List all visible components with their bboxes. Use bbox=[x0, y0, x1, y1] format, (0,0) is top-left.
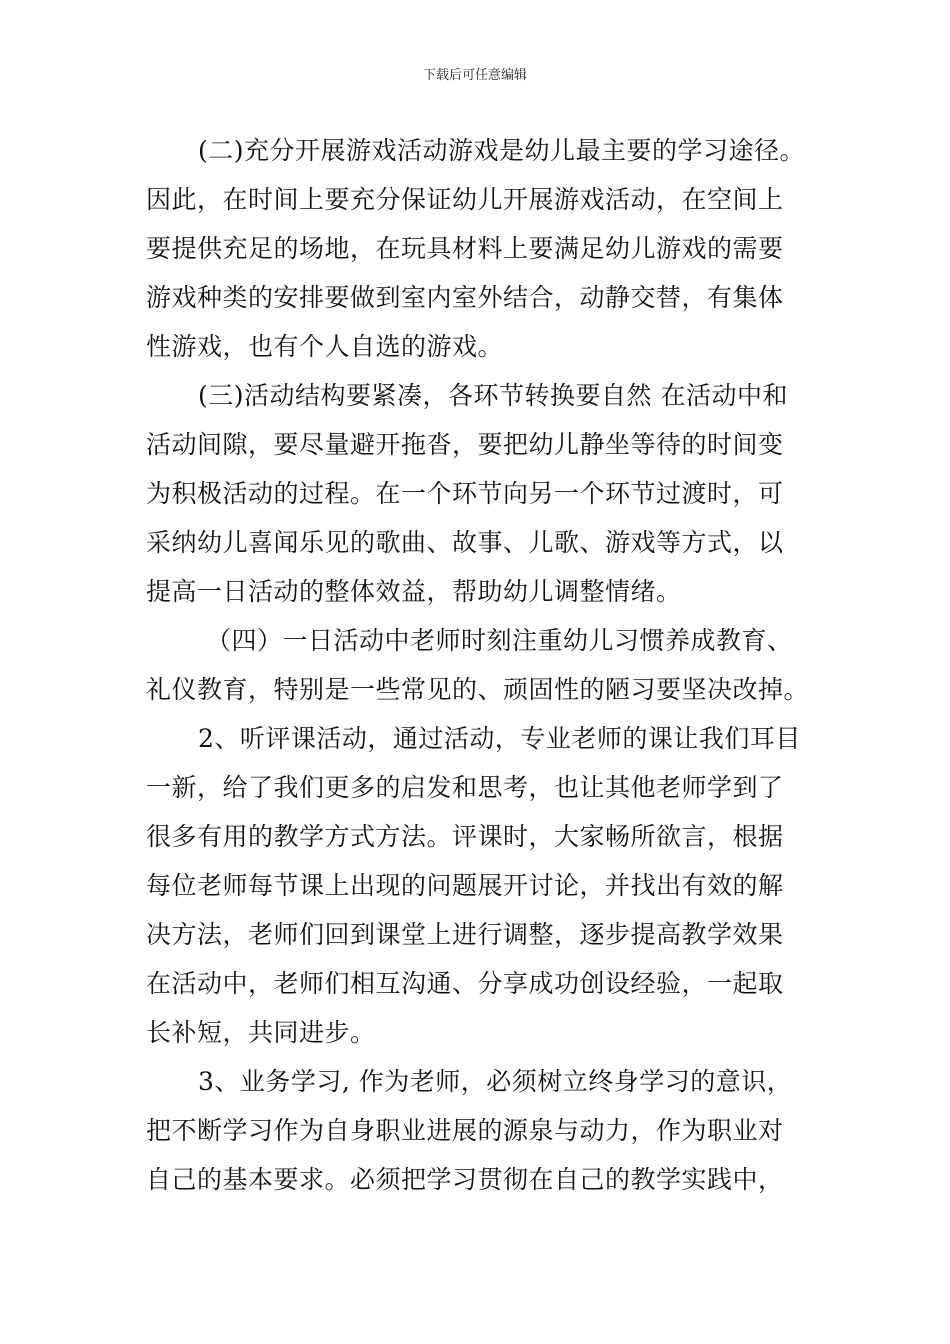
text-line: 礼仪教育，特别是一些常见的、顽固性的陋习要坚决改掉。 bbox=[146, 675, 810, 704]
text-line: 决方法，老师们回到课堂上进行调整，逐步提高教学效果 bbox=[146, 920, 784, 949]
text-line: 3、业务学习, 作为老师，必须树立终身学习的意识， bbox=[198, 1067, 793, 1096]
text-line: (二)充分开展游戏活动游戏是幼儿最主要的学习途径。 bbox=[198, 136, 806, 165]
text-line: 为积极活动的过程。在一个环节向另一个环节过渡时，可 bbox=[146, 479, 784, 508]
text-line: 活动间隙，要尽量避开拖沓，要把幼儿静坐等待的时间变 bbox=[146, 430, 784, 459]
text-line: 2、听评课活动，通过活动，专业老师的课让我们耳目 bbox=[198, 724, 801, 753]
text-line: 在活动中，老师们相互沟通、分享成功创设经验，一起取 bbox=[146, 969, 784, 998]
text-line: 提高一日活动的整体效益，帮助幼儿调整情绪。 bbox=[146, 577, 682, 606]
text-line: 因此，在时间上要充分保证幼儿开展游戏活动，在空间上 bbox=[146, 185, 784, 214]
text-line: 长补短，共同进步。 bbox=[146, 1018, 376, 1047]
paragraph-4-si bbox=[146, 616, 836, 714]
paragraph-listening-evaluation bbox=[146, 714, 836, 1057]
text-line: 性游戏，也有个人自选的游戏。 bbox=[146, 332, 504, 361]
text-line: (三)活动结构要紧凑，各环节转换要自然 在活动中和 bbox=[198, 381, 788, 410]
paragraph-3-san bbox=[146, 371, 836, 616]
text-line: 要提供充足的场地，在玩具材料上要满足幼儿游戏的需要 bbox=[146, 234, 784, 263]
text-line: 很多有用的教学方式方法。评课时，大家畅所欲言，根据 bbox=[146, 822, 784, 851]
text-line: （四）一日活动中老师时刻注重幼儿习惯养成教育、 bbox=[206, 626, 793, 655]
text-line: 一新，给了我们更多的启发和思考，也让其他老师学到了 bbox=[146, 773, 784, 802]
paragraph-professional-study bbox=[146, 1057, 836, 1204]
text-line: 采纳幼儿喜闻乐见的歌曲、故事、儿歌、游戏等方式，以 bbox=[146, 528, 784, 557]
paragraph-2-er bbox=[146, 126, 836, 371]
text-line: 自己的基本要求。必须把学习贯彻在自己的教学实践中， bbox=[146, 1165, 784, 1194]
text-line: 游戏种类的安排要做到室内室外结合，动静交替，有集体 bbox=[146, 283, 784, 312]
text-line: 把不断学习作为自身职业进展的源泉与动力，作为职业对 bbox=[146, 1116, 784, 1145]
header-note: 下载后可任意编辑 bbox=[422, 68, 527, 83]
text-line: 每位老师每节课上出现的问题展开讨论，并找出有效的解 bbox=[146, 871, 784, 900]
document-body bbox=[146, 126, 836, 1204]
